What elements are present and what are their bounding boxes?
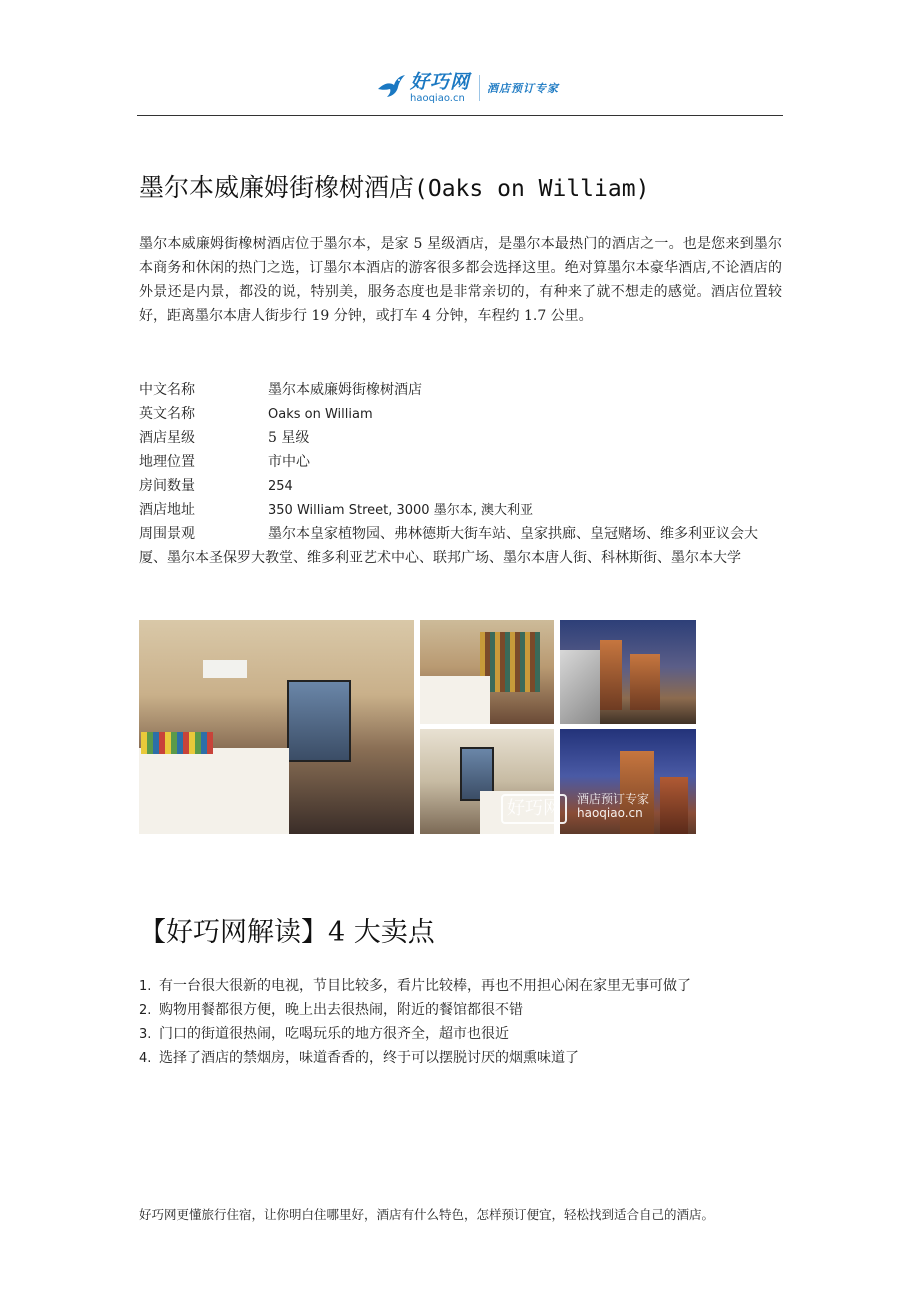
photo-pillows bbox=[141, 732, 213, 754]
photo-watermark-slogan: 酒店预订专家 bbox=[577, 792, 650, 806]
logo-divider bbox=[479, 75, 480, 101]
info-row-location bbox=[139, 450, 784, 474]
info-value: 墨尔本威廉姆街橡树酒店 bbox=[268, 382, 422, 398]
logo-brand-text: 好巧网 bbox=[410, 70, 471, 93]
photo-tower bbox=[660, 777, 688, 834]
list-number: 2. bbox=[139, 1003, 152, 1018]
list-item bbox=[139, 1046, 691, 1070]
info-value: 5 星级 bbox=[268, 430, 310, 446]
haoqiao-logo[interactable] bbox=[376, 68, 559, 108]
info-value: Oaks on William bbox=[268, 407, 373, 422]
photo-watermark-domain: haoqiao.cn bbox=[577, 806, 643, 820]
selling-points-heading bbox=[139, 910, 435, 949]
info-key: 周围景观 bbox=[139, 526, 195, 542]
list-text: 门口的街道很热闹，吃喝玩乐的地方很齐全，超市也很近 bbox=[159, 1026, 509, 1042]
list-number: 1. bbox=[139, 979, 152, 994]
page-title bbox=[139, 168, 649, 204]
info-row-cn-name bbox=[139, 378, 784, 402]
hotel-photo-collage bbox=[139, 620, 696, 834]
photo-building bbox=[600, 640, 622, 710]
selling-points-list bbox=[139, 974, 691, 1070]
list-item bbox=[139, 974, 691, 998]
list-item bbox=[139, 998, 691, 1022]
list-number: 3. bbox=[139, 1027, 152, 1042]
hotel-name-cn: 墨尔本威廉姆街橡树酒店 bbox=[139, 173, 415, 202]
info-value: 墨尔本皇家植物园、弗林德斯大街车站、皇家拱廊、皇冠赌场、维多利亚议会大厦、墨尔本圣保罗大教堂、维多利亚艺术中心、联邦广场、墨尔本唐人街、科林斯街、墨尔本大学 bbox=[139, 526, 758, 566]
photo-guest-room[interactable] bbox=[139, 620, 414, 834]
hotel-intro: 墨尔本威廉姆街橡树酒店位于墨尔本，是家 5 星级酒店，是墨尔本最热门的酒店之一。也是您来到墨尔本商务和休闲的热门之选，订墨尔本酒店的游客很多都会选择这里。绝对算墨尔本豪华酒店,不论酒店的外景还是内景，都没的说，特别美，服务态度也是非常亲切的，有种来了就不想走的感觉。酒店位置较好，距离墨尔本唐人街步行 19 分钟，或打车 4 分钟，车程约 1.7 公里。 bbox=[139, 236, 782, 324]
info-row-attractions bbox=[139, 522, 784, 570]
info-key: 酒店地址 bbox=[139, 502, 195, 518]
photo-room-2[interactable] bbox=[420, 620, 554, 724]
logo-slogan: 酒店预订专家 bbox=[487, 82, 560, 95]
photo-balcony-view[interactable] bbox=[560, 620, 696, 724]
info-row-en-name bbox=[139, 402, 784, 426]
photo-watermark-brand: 好巧网 bbox=[501, 794, 567, 824]
photo-air-conditioner bbox=[203, 660, 247, 678]
list-text: 选择了酒店的禁烟房，味道香香的，终于可以摆脱讨厌的烟熏味道了 bbox=[159, 1050, 579, 1066]
photo-window bbox=[287, 680, 351, 762]
info-row-rooms bbox=[139, 474, 784, 498]
info-value: 254 bbox=[268, 479, 293, 494]
page-footer: 好巧网更懂旅行住宿，让你明白住哪里好，酒店有什么特色，怎样预订便宜，轻松找到适合自己的酒店。 bbox=[139, 1207, 715, 1222]
hotel-name-en: (Oaks on William) bbox=[414, 176, 650, 202]
info-row-stars bbox=[139, 426, 784, 450]
list-item bbox=[139, 1022, 691, 1046]
info-key: 中文名称 bbox=[139, 382, 195, 398]
heading-rest: 4 大卖点 bbox=[328, 917, 435, 948]
info-key: 酒店星级 bbox=[139, 430, 195, 446]
photo-bed bbox=[139, 748, 289, 834]
info-key: 地理位置 bbox=[139, 454, 195, 470]
page-header bbox=[0, 0, 920, 118]
heading-brand: 【好巧网解读】 bbox=[139, 917, 328, 948]
hotel-info-table bbox=[139, 378, 784, 570]
info-key: 房间数量 bbox=[139, 478, 195, 494]
bird-logo-icon bbox=[376, 73, 406, 103]
list-text: 购物用餐都很方便，晚上出去很热闹，附近的餐馆都很不错 bbox=[159, 1002, 523, 1018]
info-value: 市中心 bbox=[268, 454, 310, 470]
list-text: 有一台很大很新的电视，节目比较多，看片比较棒，再也不用担心闲在家里无事可做了 bbox=[159, 978, 691, 994]
photo-building bbox=[630, 654, 660, 710]
list-number: 4. bbox=[139, 1051, 152, 1066]
header-divider bbox=[137, 115, 783, 116]
logo-domain-text: haoqiao.cn bbox=[410, 92, 465, 104]
photo-bed bbox=[420, 676, 490, 724]
info-key: 英文名称 bbox=[139, 406, 195, 422]
info-row-address bbox=[139, 498, 784, 522]
info-value: 350 William Street, 3000 墨尔本, 澳大利亚 bbox=[268, 503, 533, 518]
photo-balcony-rail bbox=[560, 650, 600, 724]
